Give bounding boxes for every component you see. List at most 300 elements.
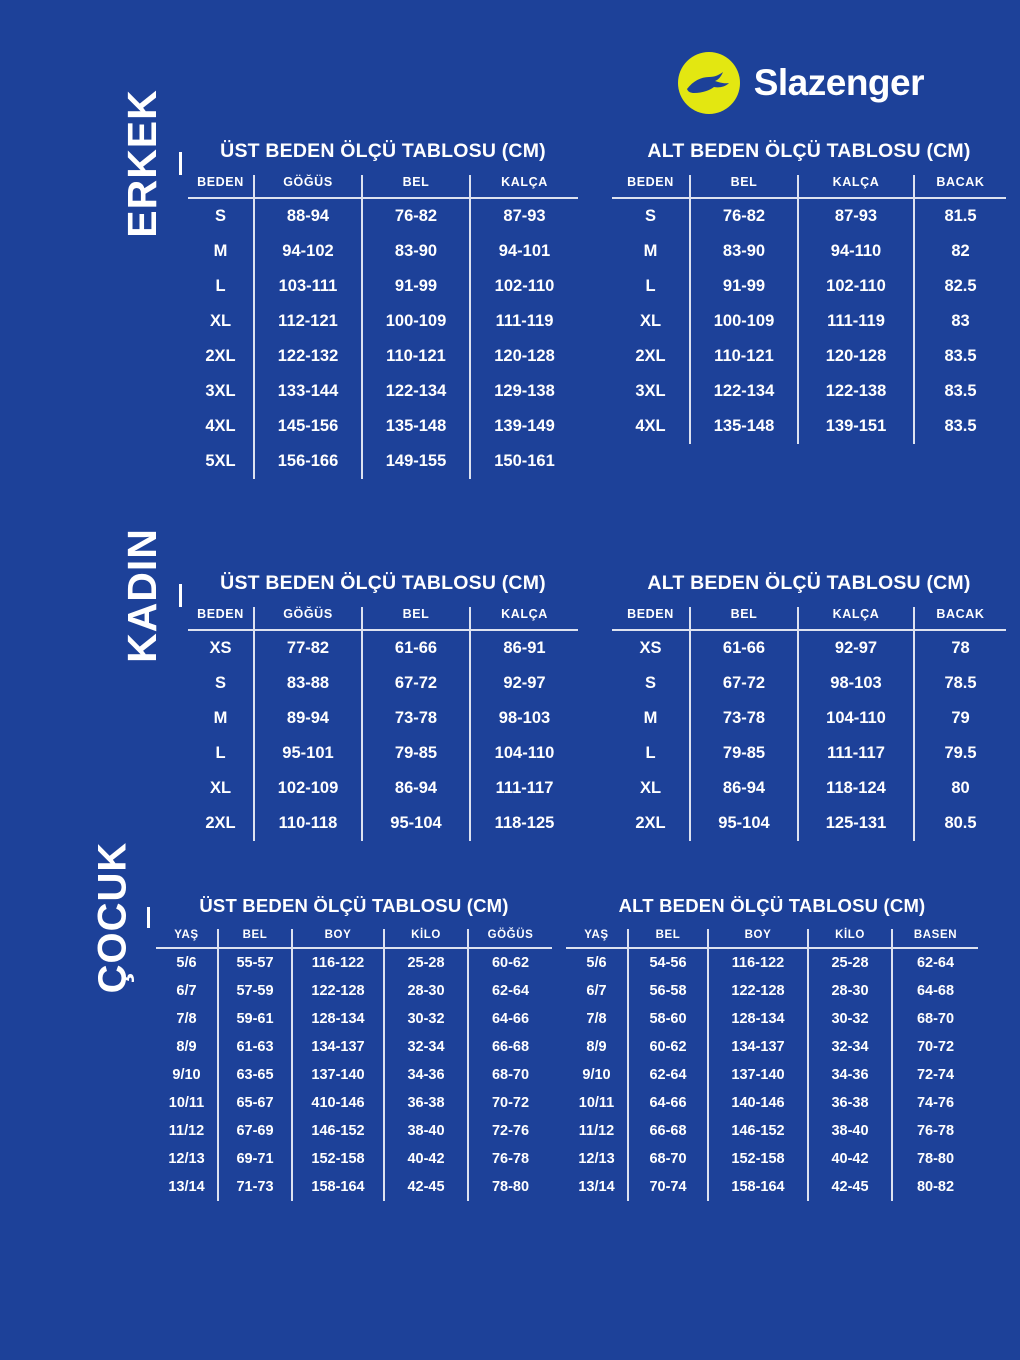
group-cocuk <box>70 841 978 1201</box>
column-header: BEL <box>690 175 798 198</box>
column-header: BEL <box>690 607 798 630</box>
cell-value: 116-122 <box>708 948 808 977</box>
cell-value: 86-94 <box>362 771 470 806</box>
cell-value: 111-117 <box>798 736 914 771</box>
table-row <box>612 736 1006 771</box>
cell-size: XL <box>209 779 232 797</box>
cell-value: 110-121 <box>690 339 798 374</box>
cell-value: 83-90 <box>690 234 798 269</box>
cell-value: 81.5 <box>914 198 1006 234</box>
cell-value: 79.5 <box>914 736 1006 771</box>
cell-value: 122-128 <box>292 977 384 1005</box>
cell-value: 80-82 <box>892 1173 978 1201</box>
cell-age: 12/13 <box>168 1151 205 1167</box>
table-row <box>188 304 578 339</box>
cell-value: 89-94 <box>254 701 362 736</box>
cell-value: 83.5 <box>914 374 1006 409</box>
table-row <box>188 269 578 304</box>
column-header: BEL <box>362 607 470 630</box>
cell-size: S <box>644 207 656 225</box>
cell-value: 58-60 <box>628 1005 708 1033</box>
cell-value: 42-45 <box>384 1173 468 1201</box>
cell-age: 8/9 <box>176 1039 197 1055</box>
table-row <box>156 1089 552 1117</box>
cell-value: 150-161 <box>470 444 578 479</box>
table-kadin-ust <box>188 572 578 841</box>
cell-value: 103-111 <box>254 269 362 304</box>
cell-value: 111-119 <box>470 304 578 339</box>
table-row <box>612 304 1006 339</box>
group-divider <box>179 584 182 607</box>
cell-value: 61-63 <box>218 1033 292 1061</box>
cell-value: 25-28 <box>808 948 892 977</box>
cell-value: 34-36 <box>808 1061 892 1089</box>
cell-value: 82.5 <box>914 269 1006 304</box>
table-kadin-alt <box>612 572 1006 841</box>
cell-age: 10/11 <box>578 1095 615 1111</box>
table-row <box>188 806 578 841</box>
table-row <box>188 409 578 444</box>
cell-age: 7/8 <box>176 1011 197 1027</box>
cell-age: 6/7 <box>586 983 607 999</box>
cell-size: L <box>645 277 656 295</box>
cell-age: 8/9 <box>586 1039 607 1055</box>
cell-value: 73-78 <box>690 701 798 736</box>
cell-value: 145-156 <box>254 409 362 444</box>
cell-value: 91-99 <box>362 269 470 304</box>
cell-value: 54-56 <box>628 948 708 977</box>
cell-value: 134-137 <box>292 1033 384 1061</box>
table-row <box>612 198 1006 234</box>
column-header: YAŞ <box>566 929 628 948</box>
cell-value: 94-102 <box>254 234 362 269</box>
cell-value: 122-128 <box>708 977 808 1005</box>
table-header-row <box>612 175 1006 198</box>
cell-value: 98-103 <box>798 666 914 701</box>
table-row <box>612 374 1006 409</box>
cell-value: 122-132 <box>254 339 362 374</box>
column-header: BEL <box>362 175 470 198</box>
cell-size: 4XL <box>635 417 666 435</box>
cell-value: 102-109 <box>254 771 362 806</box>
brand-name: Slazenger <box>753 62 924 103</box>
column-header: BEDEN <box>612 175 690 198</box>
cell-value: 102-110 <box>470 269 578 304</box>
size-table <box>566 929 978 1201</box>
table-row <box>156 1145 552 1173</box>
cell-value: 61-66 <box>690 630 798 666</box>
cell-value: 140-146 <box>708 1089 808 1117</box>
table-title: ÜST BEDEN ÖLÇÜ TABLOSU (CM) <box>220 140 546 162</box>
cell-size: S <box>644 674 656 692</box>
column-header: YAŞ <box>156 929 218 948</box>
cell-age: 13/14 <box>578 1179 615 1195</box>
table-row <box>566 1117 978 1145</box>
table-cocuk-ust <box>156 895 552 1201</box>
table-row <box>188 736 578 771</box>
table-header-row <box>566 929 978 948</box>
group-label-cocuk <box>70 841 156 994</box>
group-label-text: KADIN <box>118 528 165 663</box>
size-table <box>156 929 552 1201</box>
cell-size: 3XL <box>205 382 236 400</box>
table-row <box>612 666 1006 701</box>
cell-value: 42-45 <box>808 1173 892 1201</box>
column-header: BEDEN <box>188 607 254 630</box>
group-tables <box>156 895 978 1201</box>
cell-value: 83-88 <box>254 666 362 701</box>
table-header-row <box>188 175 578 198</box>
table-header-row <box>612 607 1006 630</box>
cell-value: 79-85 <box>690 736 798 771</box>
table-row <box>156 1117 552 1145</box>
cell-value: 64-68 <box>892 977 978 1005</box>
cell-value: 95-104 <box>362 806 470 841</box>
cell-value: 61-66 <box>362 630 470 666</box>
table-row <box>188 339 578 374</box>
cell-value: 125-131 <box>798 806 914 841</box>
table-erkek-alt <box>612 140 1006 479</box>
cell-value: 100-109 <box>362 304 470 339</box>
column-header: KİLO <box>384 929 468 948</box>
cell-age: 11/12 <box>578 1123 615 1139</box>
column-header: BACAK <box>914 175 1006 198</box>
cell-age: 11/12 <box>168 1123 205 1139</box>
cell-value: 128-134 <box>292 1005 384 1033</box>
cell-value: 134-137 <box>708 1033 808 1061</box>
cell-value: 80 <box>914 771 1006 806</box>
cell-age: 7/8 <box>586 1011 607 1027</box>
table-row <box>156 1061 552 1089</box>
cell-value: 67-69 <box>218 1117 292 1145</box>
cell-value: 139-151 <box>798 409 914 444</box>
cell-age: 12/13 <box>578 1151 615 1167</box>
column-header: GÖĞÜS <box>468 929 552 948</box>
cell-value: 78.5 <box>914 666 1006 701</box>
cell-value: 118-124 <box>798 771 914 806</box>
cell-value: 118-125 <box>470 806 578 841</box>
cell-value: 104-110 <box>798 701 914 736</box>
cell-value: 38-40 <box>384 1117 468 1145</box>
cell-value: 92-97 <box>798 630 914 666</box>
cell-size: XS <box>209 639 232 657</box>
table-row <box>188 630 578 666</box>
cell-size: M <box>213 709 228 727</box>
cell-value: 34-36 <box>384 1061 468 1089</box>
cell-age: 6/7 <box>176 983 197 999</box>
group-tables <box>188 572 1006 841</box>
cell-value: 72-76 <box>468 1117 552 1145</box>
table-row <box>566 948 978 977</box>
cell-value: 36-38 <box>808 1089 892 1117</box>
cell-value: 82 <box>914 234 1006 269</box>
cell-value: 135-148 <box>362 409 470 444</box>
table-cocuk-alt <box>566 895 978 1201</box>
column-header: BASEN <box>892 929 978 948</box>
cell-value: 120-128 <box>470 339 578 374</box>
column-header: BEDEN <box>188 175 254 198</box>
cell-age: 13/14 <box>168 1179 205 1195</box>
cell-value: 55-57 <box>218 948 292 977</box>
cell-value: 133-144 <box>254 374 362 409</box>
group-label-text: ERKEK <box>118 89 165 238</box>
cell-value: 129-138 <box>470 374 578 409</box>
cell-value: 70-72 <box>468 1089 552 1117</box>
table-row <box>156 1033 552 1061</box>
column-header: BOY <box>708 929 808 948</box>
table-title: ÜST BEDEN ÖLÇÜ TABLOSU (CM) <box>199 895 509 916</box>
cell-value: 78-80 <box>892 1145 978 1173</box>
cell-value: 67-72 <box>690 666 798 701</box>
table-title: ÜST BEDEN ÖLÇÜ TABLOSU (CM) <box>220 572 546 594</box>
cell-value: 77-82 <box>254 630 362 666</box>
cell-value: 71-73 <box>218 1173 292 1201</box>
cell-size: 5XL <box>205 452 236 470</box>
group-label-text: ÇOCUK <box>90 841 135 994</box>
cell-value: 83 <box>914 304 1006 339</box>
table-row <box>612 409 1006 444</box>
column-header: KALÇA <box>470 607 578 630</box>
cell-value: 62-64 <box>892 948 978 977</box>
cell-value: 110-121 <box>362 339 470 374</box>
cell-value: 92-97 <box>470 666 578 701</box>
size-table <box>188 175 578 479</box>
table-row <box>188 666 578 701</box>
table-row <box>566 1033 978 1061</box>
column-header: BEL <box>218 929 292 948</box>
cell-value: 76-82 <box>362 198 470 234</box>
cell-value: 149-155 <box>362 444 470 479</box>
cell-value: 68-70 <box>628 1145 708 1173</box>
cell-value: 83.5 <box>914 409 1006 444</box>
cell-value: 32-34 <box>808 1033 892 1061</box>
cell-value: 38-40 <box>808 1117 892 1145</box>
table-row <box>188 771 578 806</box>
cell-size: XL <box>639 779 662 797</box>
cell-value: 70-72 <box>892 1033 978 1061</box>
cell-value: 36-38 <box>384 1089 468 1117</box>
group-divider <box>147 907 150 928</box>
cell-value: 83-90 <box>362 234 470 269</box>
cell-value: 73-78 <box>362 701 470 736</box>
cell-value: 87-93 <box>798 198 914 234</box>
cell-value: 100-109 <box>690 304 798 339</box>
cell-value: 98-103 <box>470 701 578 736</box>
table-row <box>156 977 552 1005</box>
cell-value: 28-30 <box>808 977 892 1005</box>
column-header: GÖĞÜS <box>254 175 362 198</box>
table-header-row <box>156 929 552 948</box>
cell-value: 72-74 <box>892 1061 978 1089</box>
cell-size: 2XL <box>635 814 666 832</box>
column-header: GÖĞÜS <box>254 607 362 630</box>
table-row <box>566 1145 978 1173</box>
table-row <box>156 948 552 977</box>
table-row <box>612 234 1006 269</box>
cell-value: 86-94 <box>690 771 798 806</box>
table-row <box>566 1173 978 1201</box>
cell-value: 67-72 <box>362 666 470 701</box>
cell-size: XL <box>209 312 232 330</box>
cell-value: 63-65 <box>218 1061 292 1089</box>
group-kadin <box>96 528 1006 841</box>
cell-value: 79 <box>914 701 1006 736</box>
cell-size: L <box>645 744 656 762</box>
table-row <box>612 701 1006 736</box>
cell-size: M <box>213 242 228 260</box>
cell-age: 5/6 <box>176 955 197 971</box>
table-row <box>156 1173 552 1201</box>
cell-value: 152-158 <box>292 1145 384 1173</box>
column-header: KİLO <box>808 929 892 948</box>
cell-value: 146-152 <box>292 1117 384 1145</box>
cell-value: 32-34 <box>384 1033 468 1061</box>
cell-value: 102-110 <box>798 269 914 304</box>
column-header: BACAK <box>914 607 1006 630</box>
table-row <box>612 339 1006 374</box>
cell-value: 68-70 <box>468 1061 552 1089</box>
table-row <box>612 269 1006 304</box>
cell-value: 78-80 <box>468 1173 552 1201</box>
cell-value: 146-152 <box>708 1117 808 1145</box>
cell-value: 64-66 <box>628 1089 708 1117</box>
table-erkek-ust <box>188 140 578 479</box>
cell-size: 3XL <box>635 382 666 400</box>
slazenger-panther-icon <box>678 52 740 114</box>
cell-value: 94-110 <box>798 234 914 269</box>
cell-value: 122-134 <box>690 374 798 409</box>
cell-size: M <box>643 242 658 260</box>
table-title: ALT BEDEN ÖLÇÜ TABLOSU (CM) <box>647 572 971 594</box>
table-row <box>612 771 1006 806</box>
column-header: KALÇA <box>798 175 914 198</box>
column-header: BOY <box>292 929 384 948</box>
cell-value: 65-67 <box>218 1089 292 1117</box>
size-table <box>188 607 578 841</box>
table-row <box>612 630 1006 666</box>
cell-size: XL <box>639 312 662 330</box>
table-row <box>566 1005 978 1033</box>
group-divider <box>179 152 182 175</box>
table-row <box>188 374 578 409</box>
cell-value: 56-58 <box>628 977 708 1005</box>
column-header: BEDEN <box>612 607 690 630</box>
cell-value: 137-140 <box>708 1061 808 1089</box>
table-row <box>566 1089 978 1117</box>
cell-value: 116-122 <box>292 948 384 977</box>
group-tables <box>188 140 1006 479</box>
column-header: BEL <box>628 929 708 948</box>
cell-value: 137-140 <box>292 1061 384 1089</box>
cell-value: 95-104 <box>690 806 798 841</box>
table-row <box>188 234 578 269</box>
cell-value: 120-128 <box>798 339 914 374</box>
cell-size: S <box>214 207 226 225</box>
cell-value: 410-146 <box>292 1089 384 1117</box>
cell-value: 70-74 <box>628 1173 708 1201</box>
cell-size: XS <box>639 639 662 657</box>
cell-value: 122-138 <box>798 374 914 409</box>
cell-value: 87-93 <box>470 198 578 234</box>
cell-value: 59-61 <box>218 1005 292 1033</box>
cell-value: 158-164 <box>292 1173 384 1201</box>
column-header: KALÇA <box>470 175 578 198</box>
cell-value: 30-32 <box>808 1005 892 1033</box>
group-label-kadin <box>96 528 188 663</box>
cell-value: 25-28 <box>384 948 468 977</box>
cell-value: 66-68 <box>628 1117 708 1145</box>
cell-value: 95-101 <box>254 736 362 771</box>
cell-value: 86-91 <box>470 630 578 666</box>
cell-value: 122-134 <box>362 374 470 409</box>
cell-age: 10/11 <box>168 1095 205 1111</box>
cell-value: 91-99 <box>690 269 798 304</box>
cell-size: S <box>214 674 226 692</box>
table-title: ALT BEDEN ÖLÇÜ TABLOSU (CM) <box>647 140 971 162</box>
cell-age: 5/6 <box>586 955 607 971</box>
column-header: KALÇA <box>798 607 914 630</box>
cell-value: 60-62 <box>628 1033 708 1061</box>
cell-value: 57-59 <box>218 977 292 1005</box>
brand-header <box>678 52 924 114</box>
cell-value: 78 <box>914 630 1006 666</box>
cell-size: L <box>215 744 226 762</box>
cell-age: 9/10 <box>172 1067 201 1083</box>
cell-value: 156-166 <box>254 444 362 479</box>
cell-value: 111-119 <box>798 304 914 339</box>
cell-value: 40-42 <box>384 1145 468 1173</box>
cell-value: 76-78 <box>892 1117 978 1145</box>
cell-value: 110-118 <box>254 806 362 841</box>
cell-value: 158-164 <box>708 1173 808 1201</box>
cell-value: 62-64 <box>468 977 552 1005</box>
cell-value: 94-101 <box>470 234 578 269</box>
cell-value: 76-78 <box>468 1145 552 1173</box>
cell-value: 79-85 <box>362 736 470 771</box>
cell-value: 112-121 <box>254 304 362 339</box>
table-title: ALT BEDEN ÖLÇÜ TABLOSU (CM) <box>618 895 926 916</box>
cell-value: 69-71 <box>218 1145 292 1173</box>
table-row <box>612 806 1006 841</box>
cell-value: 68-70 <box>892 1005 978 1033</box>
cell-value: 28-30 <box>384 977 468 1005</box>
cell-size: M <box>643 709 658 727</box>
cell-size: 2XL <box>635 347 666 365</box>
cell-size: L <box>215 277 226 295</box>
cell-value: 135-148 <box>690 409 798 444</box>
group-label-erkek <box>96 89 188 238</box>
cell-value: 30-32 <box>384 1005 468 1033</box>
cell-value: 128-134 <box>708 1005 808 1033</box>
size-table <box>612 175 1006 444</box>
cell-value: 83.5 <box>914 339 1006 374</box>
cell-value: 74-76 <box>892 1089 978 1117</box>
cell-value: 64-66 <box>468 1005 552 1033</box>
group-erkek <box>96 89 1006 479</box>
cell-value: 139-149 <box>470 409 578 444</box>
cell-size: 4XL <box>205 417 236 435</box>
table-row <box>566 977 978 1005</box>
table-row <box>188 701 578 736</box>
cell-value: 40-42 <box>808 1145 892 1173</box>
table-row <box>156 1005 552 1033</box>
table-row <box>188 198 578 234</box>
table-row <box>566 1061 978 1089</box>
cell-value: 80.5 <box>914 806 1006 841</box>
cell-value: 62-64 <box>628 1061 708 1089</box>
cell-value: 60-62 <box>468 948 552 977</box>
cell-size: 2XL <box>205 814 236 832</box>
